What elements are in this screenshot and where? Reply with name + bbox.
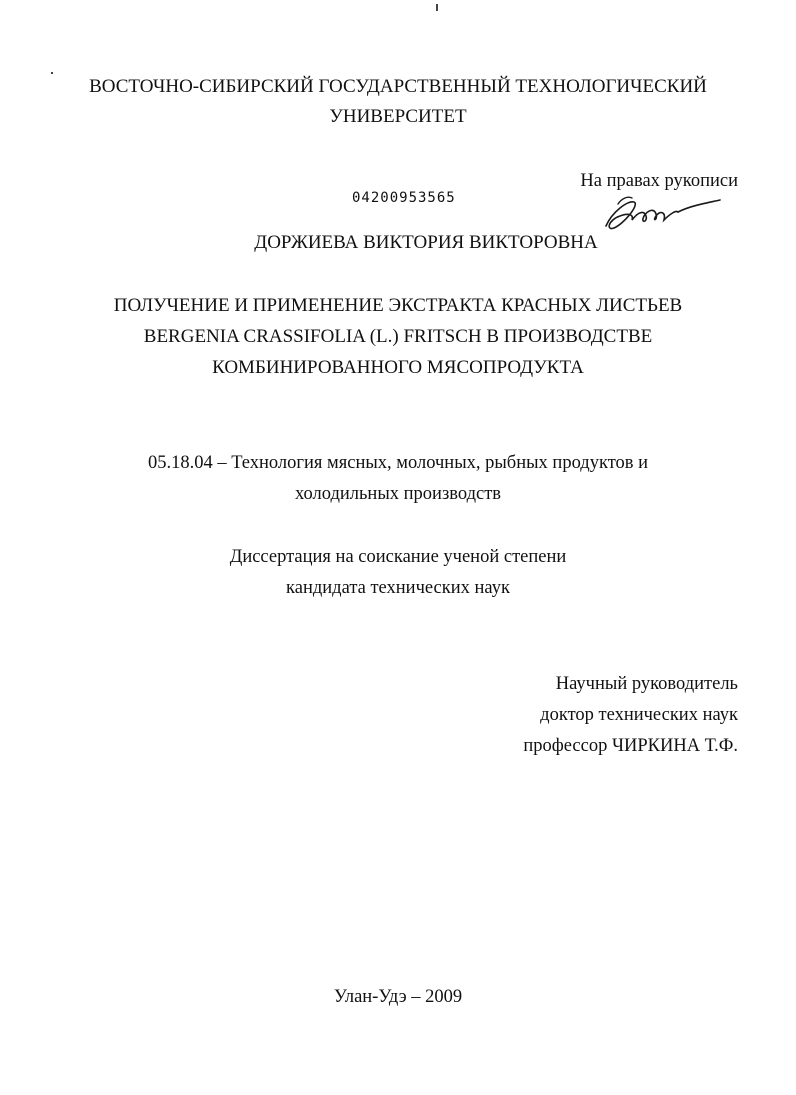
institution-line-2: УНИВЕРСИТЕТ [329,106,467,127]
specialty-line-2: холодильных производств [294,484,502,504]
place-year: Улан-Удэ – 2009 [333,987,463,1007]
scan-speck-left [51,72,53,74]
supervisor-role: Научный руководитель [555,674,738,694]
rights-notice: На правах рукописи [580,171,738,191]
degree-line-1: Диссертация на соискание ученой степени [229,547,567,567]
specialty-line-1: 05.18.04 – Технология мясных, молочных, рыбных продуктов и [147,453,649,473]
title-line-1: ПОЛУЧЕНИЕ И ПРИМЕНЕНИЕ ЭКСТРАКТА КРАСНЫХ ЛИСТЬЕВ [113,295,683,316]
author-name: ДОРЖИЕВА ВИКТОРИЯ ВИКТОРОВНА [254,232,598,253]
registry-number: 04200953565 [352,190,456,206]
signature-icon [598,190,728,238]
supervisor-name: профессор ЧИРКИНА Т.Ф. [523,736,738,756]
supervisor-degree: доктор технических наук [540,705,738,725]
scan-speck-top [436,4,438,11]
title-line-2: BERGENIA CRASSIFOLIA (L.) FRITSCH В ПРОИЗВОДСТВЕ [143,326,653,347]
institution-line-1: ВОСТОЧНО-СИБИРСКИЙ ГОСУДАРСТВЕННЫЙ ТЕХНОЛОГИЧЕСКИЙ [89,76,707,97]
title-line-3: КОМБИНИРОВАННОГО МЯСОПРОДУКТА [212,357,584,378]
degree-line-2: кандидата технических наук [286,578,510,598]
